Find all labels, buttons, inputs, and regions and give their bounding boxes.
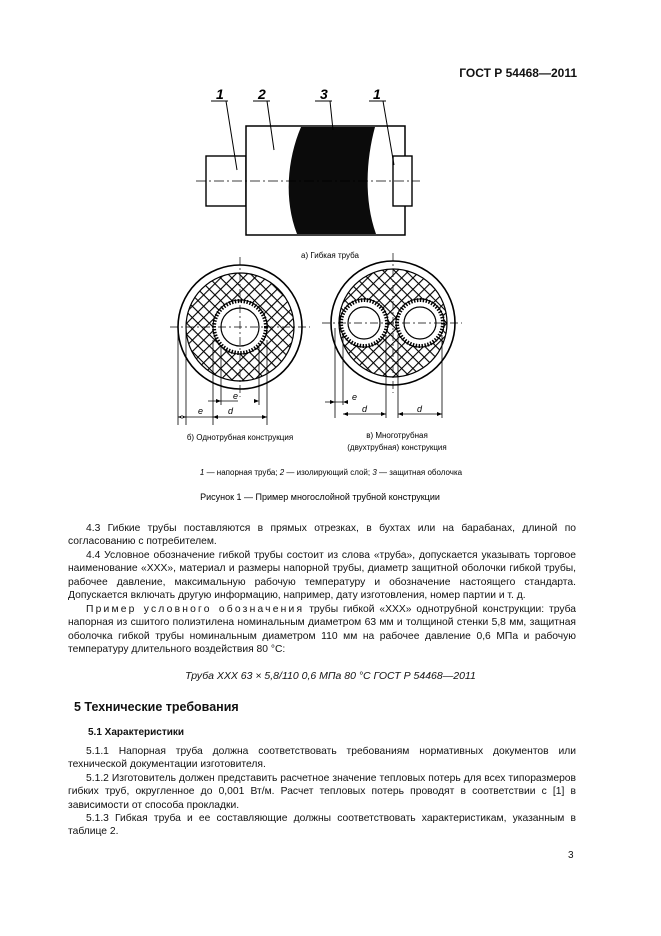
dim-e: e xyxy=(198,406,204,416)
pipe-side-view xyxy=(196,101,420,235)
callout-1b: 1 xyxy=(373,86,381,102)
example-paragraph: Пример условного обозначения трубы гибкой «XXX» однотрубной конструкции: труба напорная из сшитого полиэтилена номинальным диаметром 63 мм и толщиной стенки 5,8 мм, защитная оболочка гибкой трубы номинальным диаметром 110 мм на рабочее давление 0,6 МПа и рабочую температуру длительного воздействия 80 °С: xyxy=(68,604,577,655)
dim-d-two-2: d xyxy=(417,404,423,414)
dim-e-inner: e xyxy=(233,391,239,401)
paragraph-5-1-3: 5.1.3 Гибкая труба и ее составляющие должны соответствовать характеристикам, указанным в таблице 2. xyxy=(68,813,576,838)
caption-c-line1: в) Многотрубная xyxy=(366,431,428,440)
paragraph-4-4: 4.4 Условное обозначение гибкой трубы состоит из слова «труба», допускается указывать торговое наименование «XXX», материал и размеры напорной трубы, диаметр защитной оболочки гибкой трубы, рабочее давление, максимальную рабочую температуру и обозначение настоящего стандарта. Допускается включать другую информацию, например, дату изготовления, номер партии и т. д. xyxy=(68,550,576,601)
section-5-1-heading: 5.1 Характеристики xyxy=(88,727,185,738)
figure-legend: 1 — напорная труба; 2 — изолирующий слой; 3 — защитная оболочка xyxy=(199,468,463,477)
example-designation: Труба XXX 63 × 5,8/110 0,6 МПа 80 °С ГОСТ Р 54468—2011 xyxy=(185,670,476,682)
caption-b: б) Однотрубная конструкция xyxy=(186,433,294,442)
figure-title: Рисунок 1 — Пример многослойной трубной конструкции xyxy=(200,492,440,502)
callout-2: 2 xyxy=(258,86,266,102)
paragraph-4-3: 4.3 Гибкие трубы поставляются в прямых отрезках, в бухтах или на барабанах, длиной по согласованию с потребителем. xyxy=(68,523,576,548)
caption-c-line2: (двухтрубная) конструкция xyxy=(347,443,447,452)
single-pipe-section xyxy=(170,257,310,425)
dim-d: d xyxy=(228,406,234,416)
page-number: 3 xyxy=(568,850,574,861)
dim-e-two: e xyxy=(352,392,358,402)
dim-d-two-1: d xyxy=(362,404,368,414)
callout-3: 3 xyxy=(320,86,328,102)
paragraph-5-1-2: 5.1.2 Изготовитель должен представить расчетное значение тепловых потерь для всех типоразмеров гибких труб, округленное до 0,001 Вт/м. Расчет тепловых потерь проводят в соответствии с [1] в зависимости от способа прокладки. xyxy=(68,773,576,811)
paragraph-5-1-1: 5.1.1 Напорная труба должна соответствовать требованиям нормативных документов или технической документации изготовителя. xyxy=(68,746,576,771)
protective-jacket-band xyxy=(289,127,376,234)
callout-1: 1 xyxy=(216,86,224,102)
section-5-heading: 5 Технические требования xyxy=(74,700,239,714)
standard-header: ГОСТ Р 54468—2011 xyxy=(459,66,577,80)
two-pipe-section xyxy=(322,253,462,418)
caption-a: а) Гибкая труба xyxy=(301,251,359,260)
